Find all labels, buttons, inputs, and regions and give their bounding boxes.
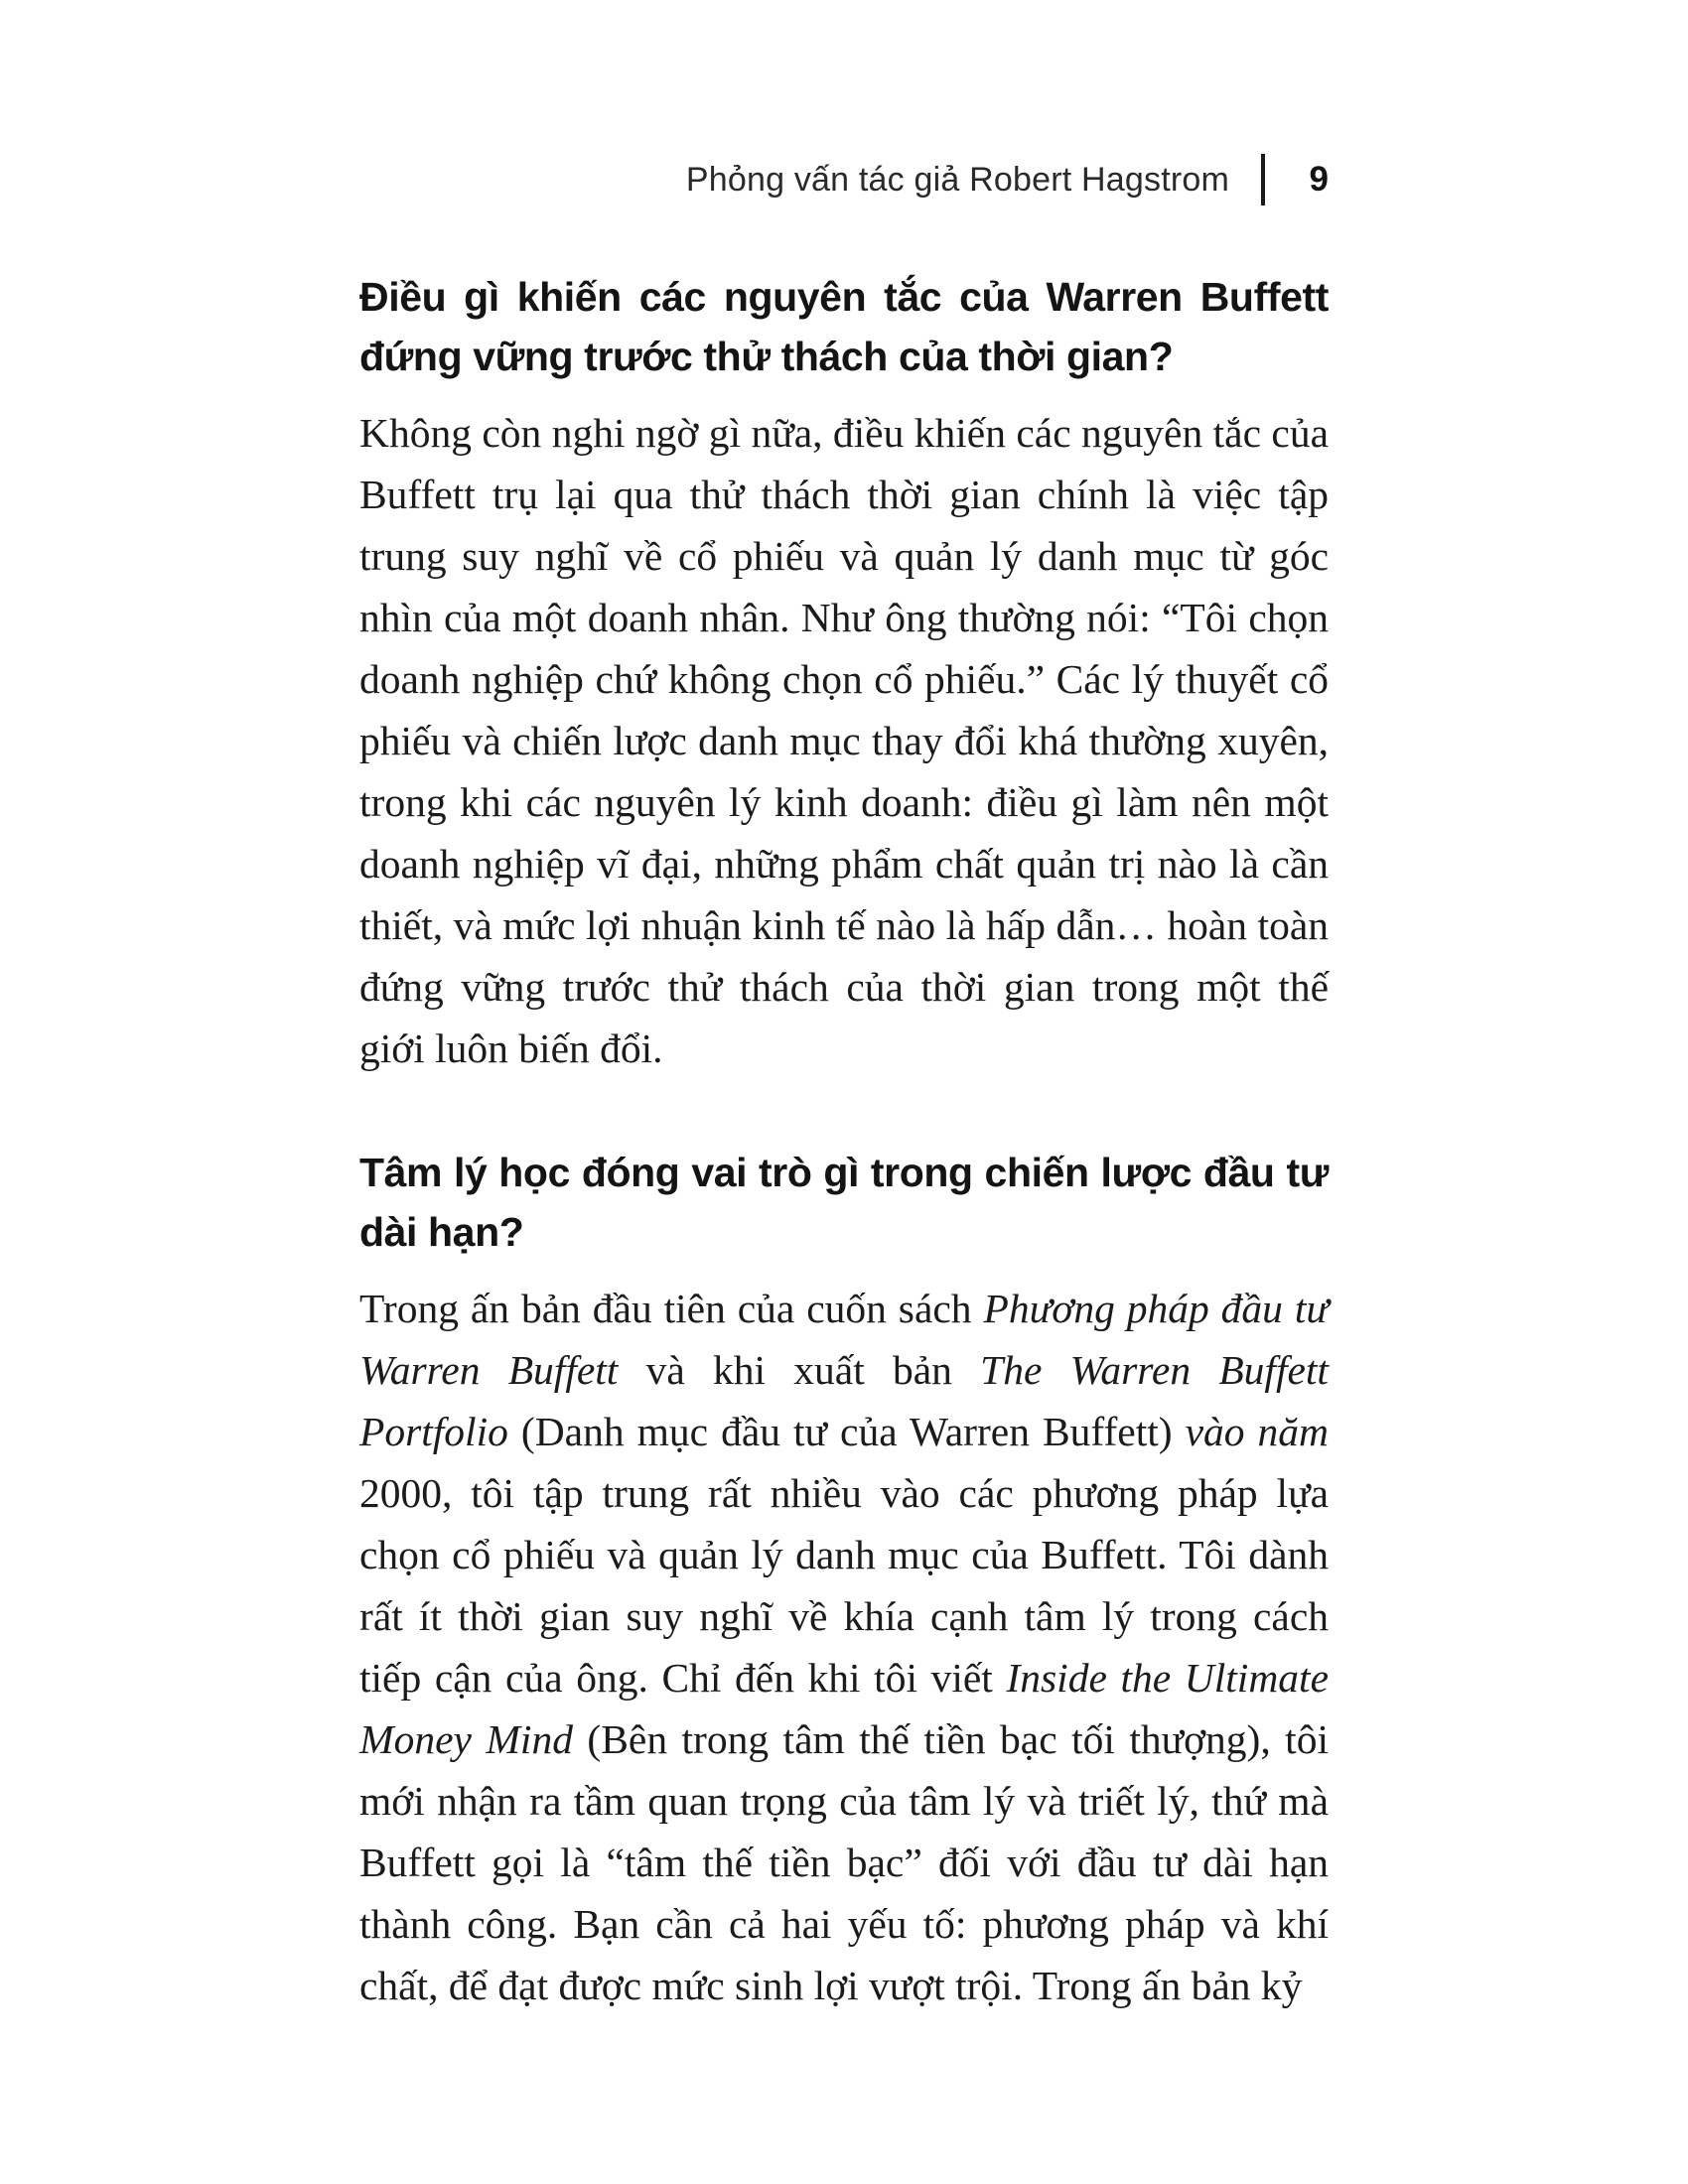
page-number: 9 <box>1309 160 1329 199</box>
running-title: Phỏng vấn tác giả Robert Hagstrom <box>685 160 1229 199</box>
header-divider <box>1261 154 1265 205</box>
page-header <box>359 149 1329 210</box>
text-column <box>359 149 1329 2016</box>
question-heading-1: Điều gì khiến các nguyên tắc của Warren Buffett đứng vững trước thử thách của thời gian? <box>359 274 1329 379</box>
question-heading-2: Tâm lý học đóng vai trò gì trong chiến lược đầu tư dài hạn? <box>359 1150 1329 1255</box>
answer-paragraph-1: Không còn nghi ngờ gì nữa, điều khiến các nguyên tắc của Buffett trụ lại qua thử thách thời gian chính là việc tập trung suy nghĩ về cổ phiếu và quản lý danh mục từ góc nhìn của một doanh nhân. Như ông thường nói: “Tôi chọn doanh nghiệp chứ không chọn cổ phiếu.” Các lý thuyết cổ phiếu và chiến lược danh mục thay đổi khá thường xuyên, trong khi các nguyên lý kinh doanh: điều gì làm nên một doanh nghiệp vĩ đại, những phẩm chất quản trị nào là cần thiết, và mức lợi nhuận kinh tế nào là hấp dẫn… hoàn toàn đứng vững trước thử thách của thời gian trong một thế giới luôn biến đổi. <box>359 410 1329 1071</box>
answer-paragraph-2: Trong ấn bản đầu tiên của cuốn sách Phương pháp đầu tư Warren Buffett và khi xuất bản The Warren Buffett Portfolio (Danh mục đầu tư của Warren Buffett) vào năm 2000, tôi tập trung rất nhiều vào các phương pháp lựa chọn cổ phiếu và quản lý danh mục của Buffett. Tôi dành rất ít thời gian suy nghĩ về khía cạnh tâm lý trong cách tiếp cận của ông. Chỉ đến khi tôi viết Inside the Ultimate Money Mind (Bên trong tâm thế tiền bạc tối thượng), tôi mới nhận ra tầm quan trọng của tâm lý và triết lý, thứ mà Buffett gọi là “tâm thế tiền bạc” đối với đầu tư dài hạn thành công. Bạn cần cả hai yếu tố: phương pháp và khí chất, để đạt được mức sinh lợi vượt trội. Trong ấn bản kỷ <box>359 1286 1330 2008</box>
